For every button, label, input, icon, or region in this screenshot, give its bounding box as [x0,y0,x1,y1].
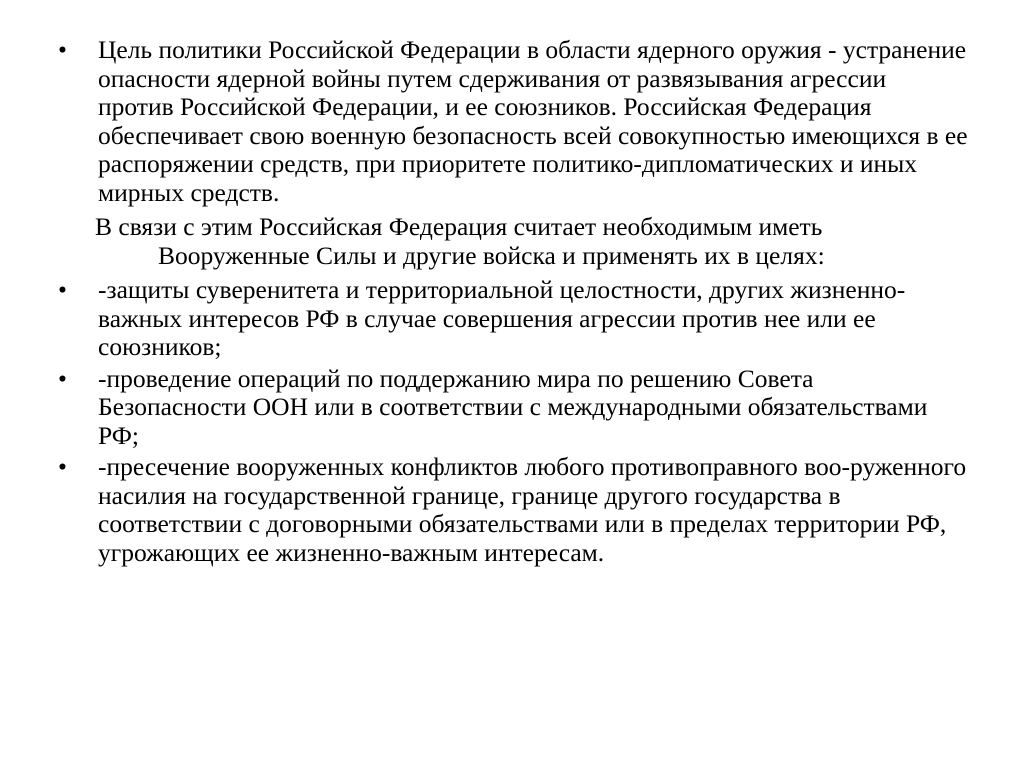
bullet-icon: • [58,452,67,481]
list-item [58,365,968,451]
slide-content [58,36,968,567]
bullet-icon: • [58,35,67,64]
intro-paragraph: В связи с этим Российская Федерация считает необходимым иметь Вооруженные Силы и другие войска и применять их в целях: [95,212,825,270]
list-item-text: -защиты суверенитета и территориальной целостности, других жизненно-важных интересов РФ в случае совершения агрессии против нее или ее союзников; [98,275,906,361]
list-item [58,276,968,362]
list-item-text: Цель политики Российской Федерации в области ядерного оружия - устранение опасности ядерной войны путем сдерживания от развязывания агрессии против Российской Федерации, и ее союзников. Российская Федерация обеспечивает свою военную безопасность всей совокупностью имеющихся в ее распоряжении средств, при приоритете политико-дипломатических и иных мирных средств. [98,35,968,207]
bullet-icon: • [58,363,67,393]
bullet-icon: • [58,275,67,304]
list-item [58,36,968,207]
list-item-text: -проведение операций по поддержанию мира по решению Совета Безопасности ООН или в соответствии с международными обязательствами РФ; [98,363,928,450]
list-item [58,453,968,567]
list-item-text: -пресечение вооруженных конфликтов любого противоправного воо-руженного насилия на государственной границе, границе другого государства в соответствии с договорными обязательствами или в пределах территории РФ, угрожающих ее жизненно-важным интересам. [98,452,967,567]
